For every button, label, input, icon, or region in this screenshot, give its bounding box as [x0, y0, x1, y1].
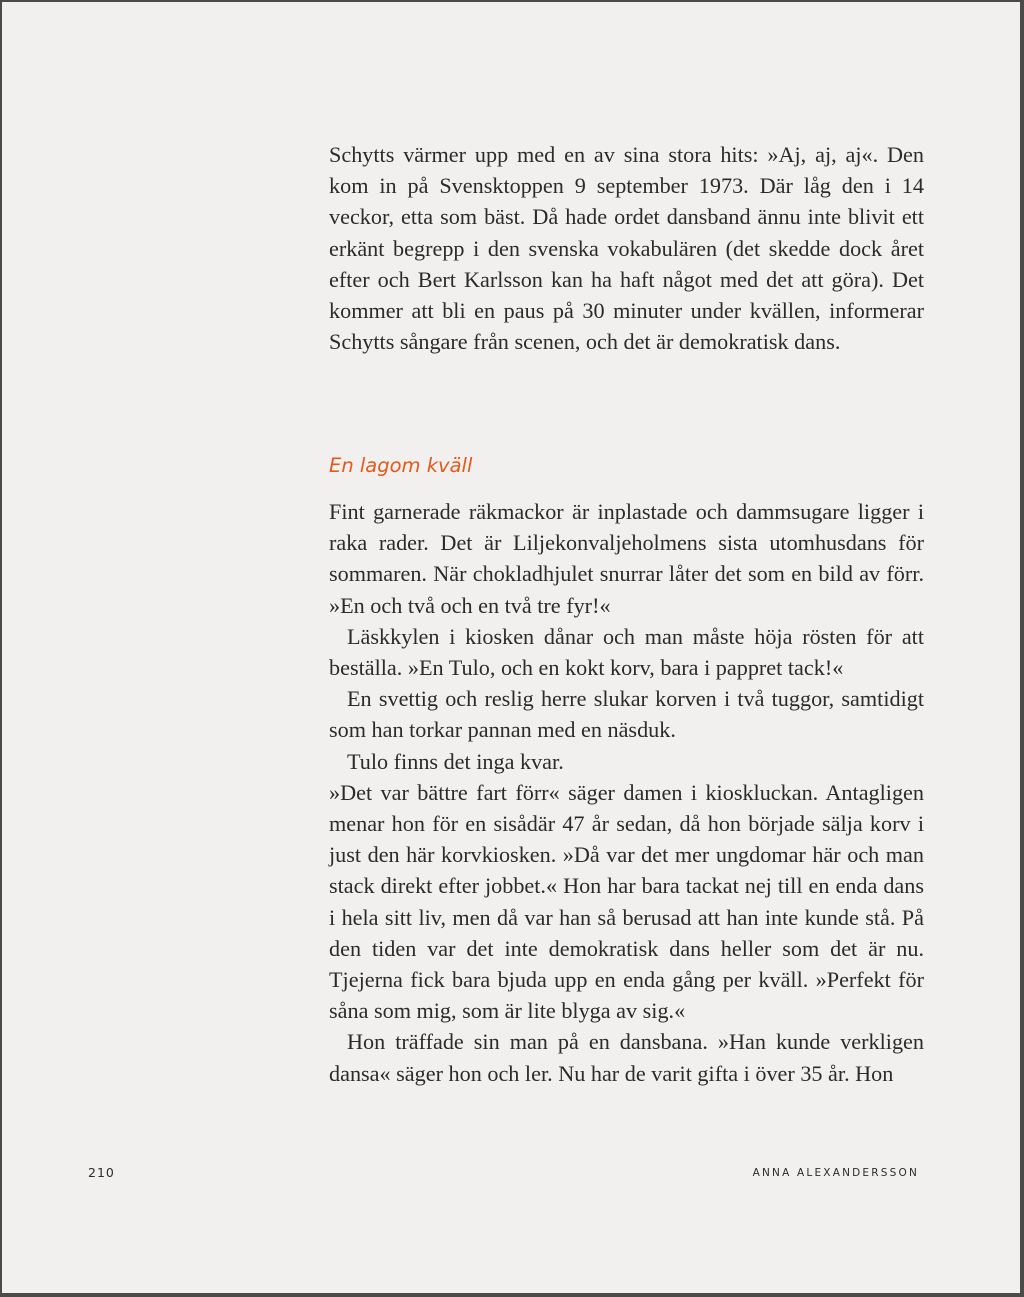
- page-number: 210: [88, 1165, 115, 1180]
- paragraph: Hon träffade sin man på en dansbana. »Han kunde verkligen dansa« säger hon och ler. Nu har de varit gifta i över 35 år. Hon: [329, 1029, 924, 1086]
- book-page: [2, 2, 1020, 1293]
- section-text-block: [329, 496, 924, 1089]
- paragraph: Fint garnerade räkmackor är inplastade och dammsugare ligger i raka rader. Det är Liljekonvaljeholmens sista utomhusdans för sommaren. När chokladhjulet snurrar låter det som en bild av förr. »En och två och en två tre fyr!«: [329, 499, 924, 618]
- paragraph: Tulo finns det inga kvar.: [347, 748, 564, 774]
- running-footer-author: ANNA ALEXANDERSSON: [752, 1167, 919, 1179]
- section-heading: En lagom kväll: [329, 454, 473, 477]
- paragraph: Läskkylen i kiosken dånar och man måste höja rösten för att beställa. »En Tulo, och en kokt korv, bara i pappret tack!«: [329, 623, 924, 681]
- opening-text-block: [329, 139, 924, 357]
- paragraph: »Det var bättre fart förr« säger damen i kioskluckan. Antagligen menar hon för en sisådär 47 år sedan, då hon började sälja korv i just den här korvkiosken. »Då var det mer ungdomar här och man stack direkt efter jobbet.« Hon har bara tackat nej till en enda dans i hela sitt liv, men då var han så berusad att han inte kunde stå. På den tiden var det inte demokratisk dans heller som det är nu. Tjejerna fick bara bjuda upp en enda gång per kväll. »Perfekt för såna som mig, som är lite blyga av sig.«: [329, 779, 924, 1024]
- paragraph: En svettig och reslig herre slukar korven i två tuggor, samtidigt som han torkar pannan med en näsduk.: [329, 686, 924, 743]
- paragraph: Schytts värmer upp med en av sina stora hits: »Aj, aj, aj«. Den kom in på Svensktoppen 9 september 1973. Där låg den i 14 veckor, etta som bäst. Då hade ordet dansband ännu inte blivit ett erkänt begrepp i den svenska vokabulären (det skedde dock året efter och Bert Karlsson kan ha haft något med det att göra). Det kommer att bli en paus på 30 minuter under kvällen, informerar Schytts sångare från scenen, och det är demokratisk dans.: [329, 142, 924, 355]
